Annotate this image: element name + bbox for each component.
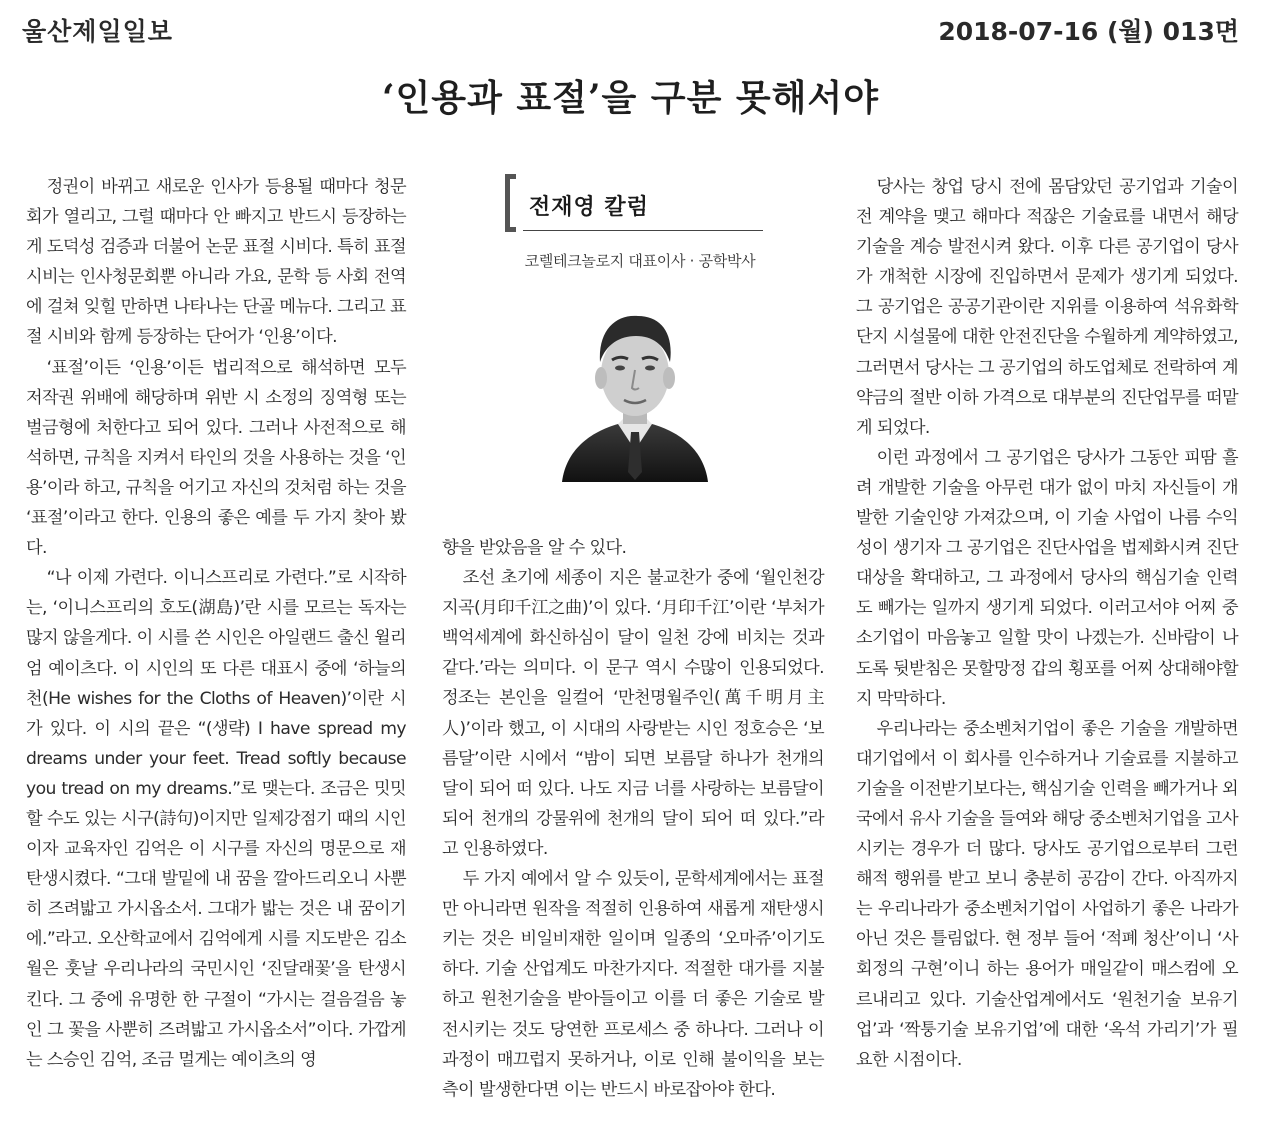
article-column-1 (26, 172, 406, 1075)
paragraph: 정권이 바뀌고 새로운 인사가 등용될 때마다 청문회가 열리고, 그럴 때마다 안 빠지고 반드시 등장하는 게 도덕성 검증과 더불어 논문 표절 시비다. 특히 표절 시비는 인사청문회뿐 아니라 가요, 문학 등 사회 전역에 걸쳐 잊힐 만하면 나타나는 단골 메뉴다. 그리고 표절 시비와 함께 등장하는 단어가 ‘인용’이다. (26, 177, 406, 348)
article-column-2 (442, 533, 824, 1105)
paragraph: 이런 과정에서 그 공기업은 당사가 그동안 피땀 흘려 개발한 기술을 아무런 대가 없이 마치 자신들이 개발한 기술인양 가져갔으며, 이 기술 사업이 나름 수익성이 생기자 그 공기업은 진단사업을 법제화시켜 진단대상을 확대하고, 그 과정에서 당사의 핵심기술 인력도 빼가는 일까지 생기게 되었다. 이러고서야 어찌 중소기업이 마음놓고 일할 맛이 나겠는가. 신바람이 나도록 뒷받침은 못할망정 갑의 횡포를 어찌 상대해야할지 막막하다. (856, 447, 1238, 709)
paragraph: 향을 받았음을 알 수 있다. (442, 538, 627, 558)
paragraph: 조선 초기에 세종이 지은 불교찬가 중에 ‘월인천강지곡(月印千江之曲)’이 있다. ‘月印千江’이란 ‘부처가 백억세계에 화신하심이 달이 일천 강에 비치는 것과 같다.’라는 의미다. 이 문구 역시 수많이 인용되었다. 정조는 본인을 일컬어 ‘만천명월주인(萬千明月主人)’이라 했고, 이 시대의 사랑받는 시인 정호승은 ‘보름달’이란 시에서 “밤이 되면 보름달 하나가 천개의 달이 되어 떠 있다. 나도 지금 너를 사랑하는 보름달이 되어 천개의 강물위에 천개의 달이 되어 떠 있다.”라고 인용하였다. (442, 568, 824, 859)
divider (523, 230, 763, 231)
issue-date-page: 2018-07-16 (월) 013면 (938, 17, 1239, 46)
paragraph: 우리나라는 중소벤처기업이 좋은 기술을 개발하면 대기업에서 이 회사를 인수하거나 기술료를 지불하고 기술을 이전받기보다는, 핵심기술 인력을 빼가거나 외국에서 유사 기술을 들여와 해당 중소벤처기업을 고사시키는 경우가 더 많다. 당사도 공기업으로부터 그런 해적 행위를 받고 보니 충분히 공감이 간다. 아직까지는 우리나라가 중소벤처기업이 사업하기 좋은 나라가 아닌 것은 틀림없다. 현 정부 들어 ‘적폐 청산’이니 ‘사회정의 구현’이니 하는 용어가 매일같이 매스컴에 오르내리고 있다. 기술산업계에서도 ‘원천기술 보유기업’과 ‘짝퉁기술 보유기업’에 대한 ‘옥석 가리기’가 필요한 시점이다. (856, 718, 1238, 1070)
paragraph: 두 가지 예에서 알 수 있듯이, 문학세계에서는 표절만 아니라면 원작을 적절히 인용하여 새롭게 재탄생시키는 것은 비일비재한 일이며 일종의 ‘오마쥬’이기도 하다. 기술 산업계도 마찬가지다. 적절한 대가를 지불하고 원천기술을 받아들이고 이를 더 좋은 기술로 발전시키는 것도 당연한 프로세스 중 하나다. 그러나 이 과정이 매끄럽지 못하거나, 이로 인해 불이익을 보는 측이 발생한다면 이는 반드시 바로잡아야 한다. (442, 869, 824, 1100)
author-portrait (560, 300, 710, 482)
publication-name: 울산제일일보 (22, 17, 173, 46)
paragraph: ‘표절’이든 ‘인용’이든 법리적으로 해석하면 모두 저작권 위배에 해당하며 위반 시 소정의 징역형 또는 벌금형에 처한다고 되어 있다. 그러나 사전적으로 해석하면, 규칙을 지켜서 타인의 것을 사용하는 것을 ‘인용’이라 하고, 규칙을 어기고 자신의 것처럼 하는 것을 ‘표절’이라고 한다. 인용의 좋은 예를 두 가지 찾아 봤다. (26, 357, 406, 559)
paragraph: 당사는 창업 당시 전에 몸담았던 공기업과 기술이전 계약을 맺고 해마다 적잖은 기술료를 내면서 해당 기술을 계승 발전시켜 왔다. 이후 다른 공기업이 당사가 개척한 시장에 진입하면서 문제가 생기게 되었다. 그 공기업은 공공기관이란 지위를 이용하여 석유화학단지 시설물에 대한 안전진단을 수월하게 계약하였고, 그러면서 당사는 그 공기업의 하도업체로 전락하여 계약금의 절반 이하 가격으로 대부분의 진단업무를 떠맡게 되었다. (856, 177, 1238, 438)
column-name: 전재영 칼럼 (529, 195, 649, 220)
paragraph: “나 이제 가련다. 이니스프리로 가련다.”로 시작하는, ‘이니스프리의 호도(湖島)’란 시를 모르는 독자는 많지 않을게다. 이 시를 쓴 시인은 아일랜드 출신 윌리엄 예이츠다. 이 시인의 또 다른 대표시 중에 ‘하늘의 천(He wishes for the Cloths of Heaven)’이란 시가 있다. 이 시의 끝은 “(생략) I have spread my dreams under your feet. Tread softly because you tread on my dreams.”로 맺는다. 조금은 밋밋할 수도 있는 시구(詩句)이지만 일제강점기 때의 시인이자 교육자인 김억은 이 시구를 자신의 명문으로 재탄생시켰다. “그대 발밑에 내 꿈을 깔아드리오니 사뿐히 즈려밟고 가시옵소서. 그대가 밟는 것은 내 꿈이기에.”라고. 오산학교에서 김억에게 시를 지도받은 김소월은 훗날 우리나라의 국민시인 ‘진달래꽃’을 탄생시킨다. 그 중에 유명한 한 구절이 “가시는 걸음걸음 놓인 그 꽃을 사뿐히 즈려밟고 가시옵소서”이다. 가깝게는 스승인 김억, 조금 멀게는 예이츠의 영 (26, 568, 406, 1070)
article-headline: ‘인용과 표절’을 구분 못해서야 (382, 77, 879, 119)
article-column-3 (856, 172, 1238, 1075)
author-title: 코렐테크놀로지 대표이사 · 공학박사 (524, 252, 756, 270)
bracket-decoration (505, 174, 516, 232)
